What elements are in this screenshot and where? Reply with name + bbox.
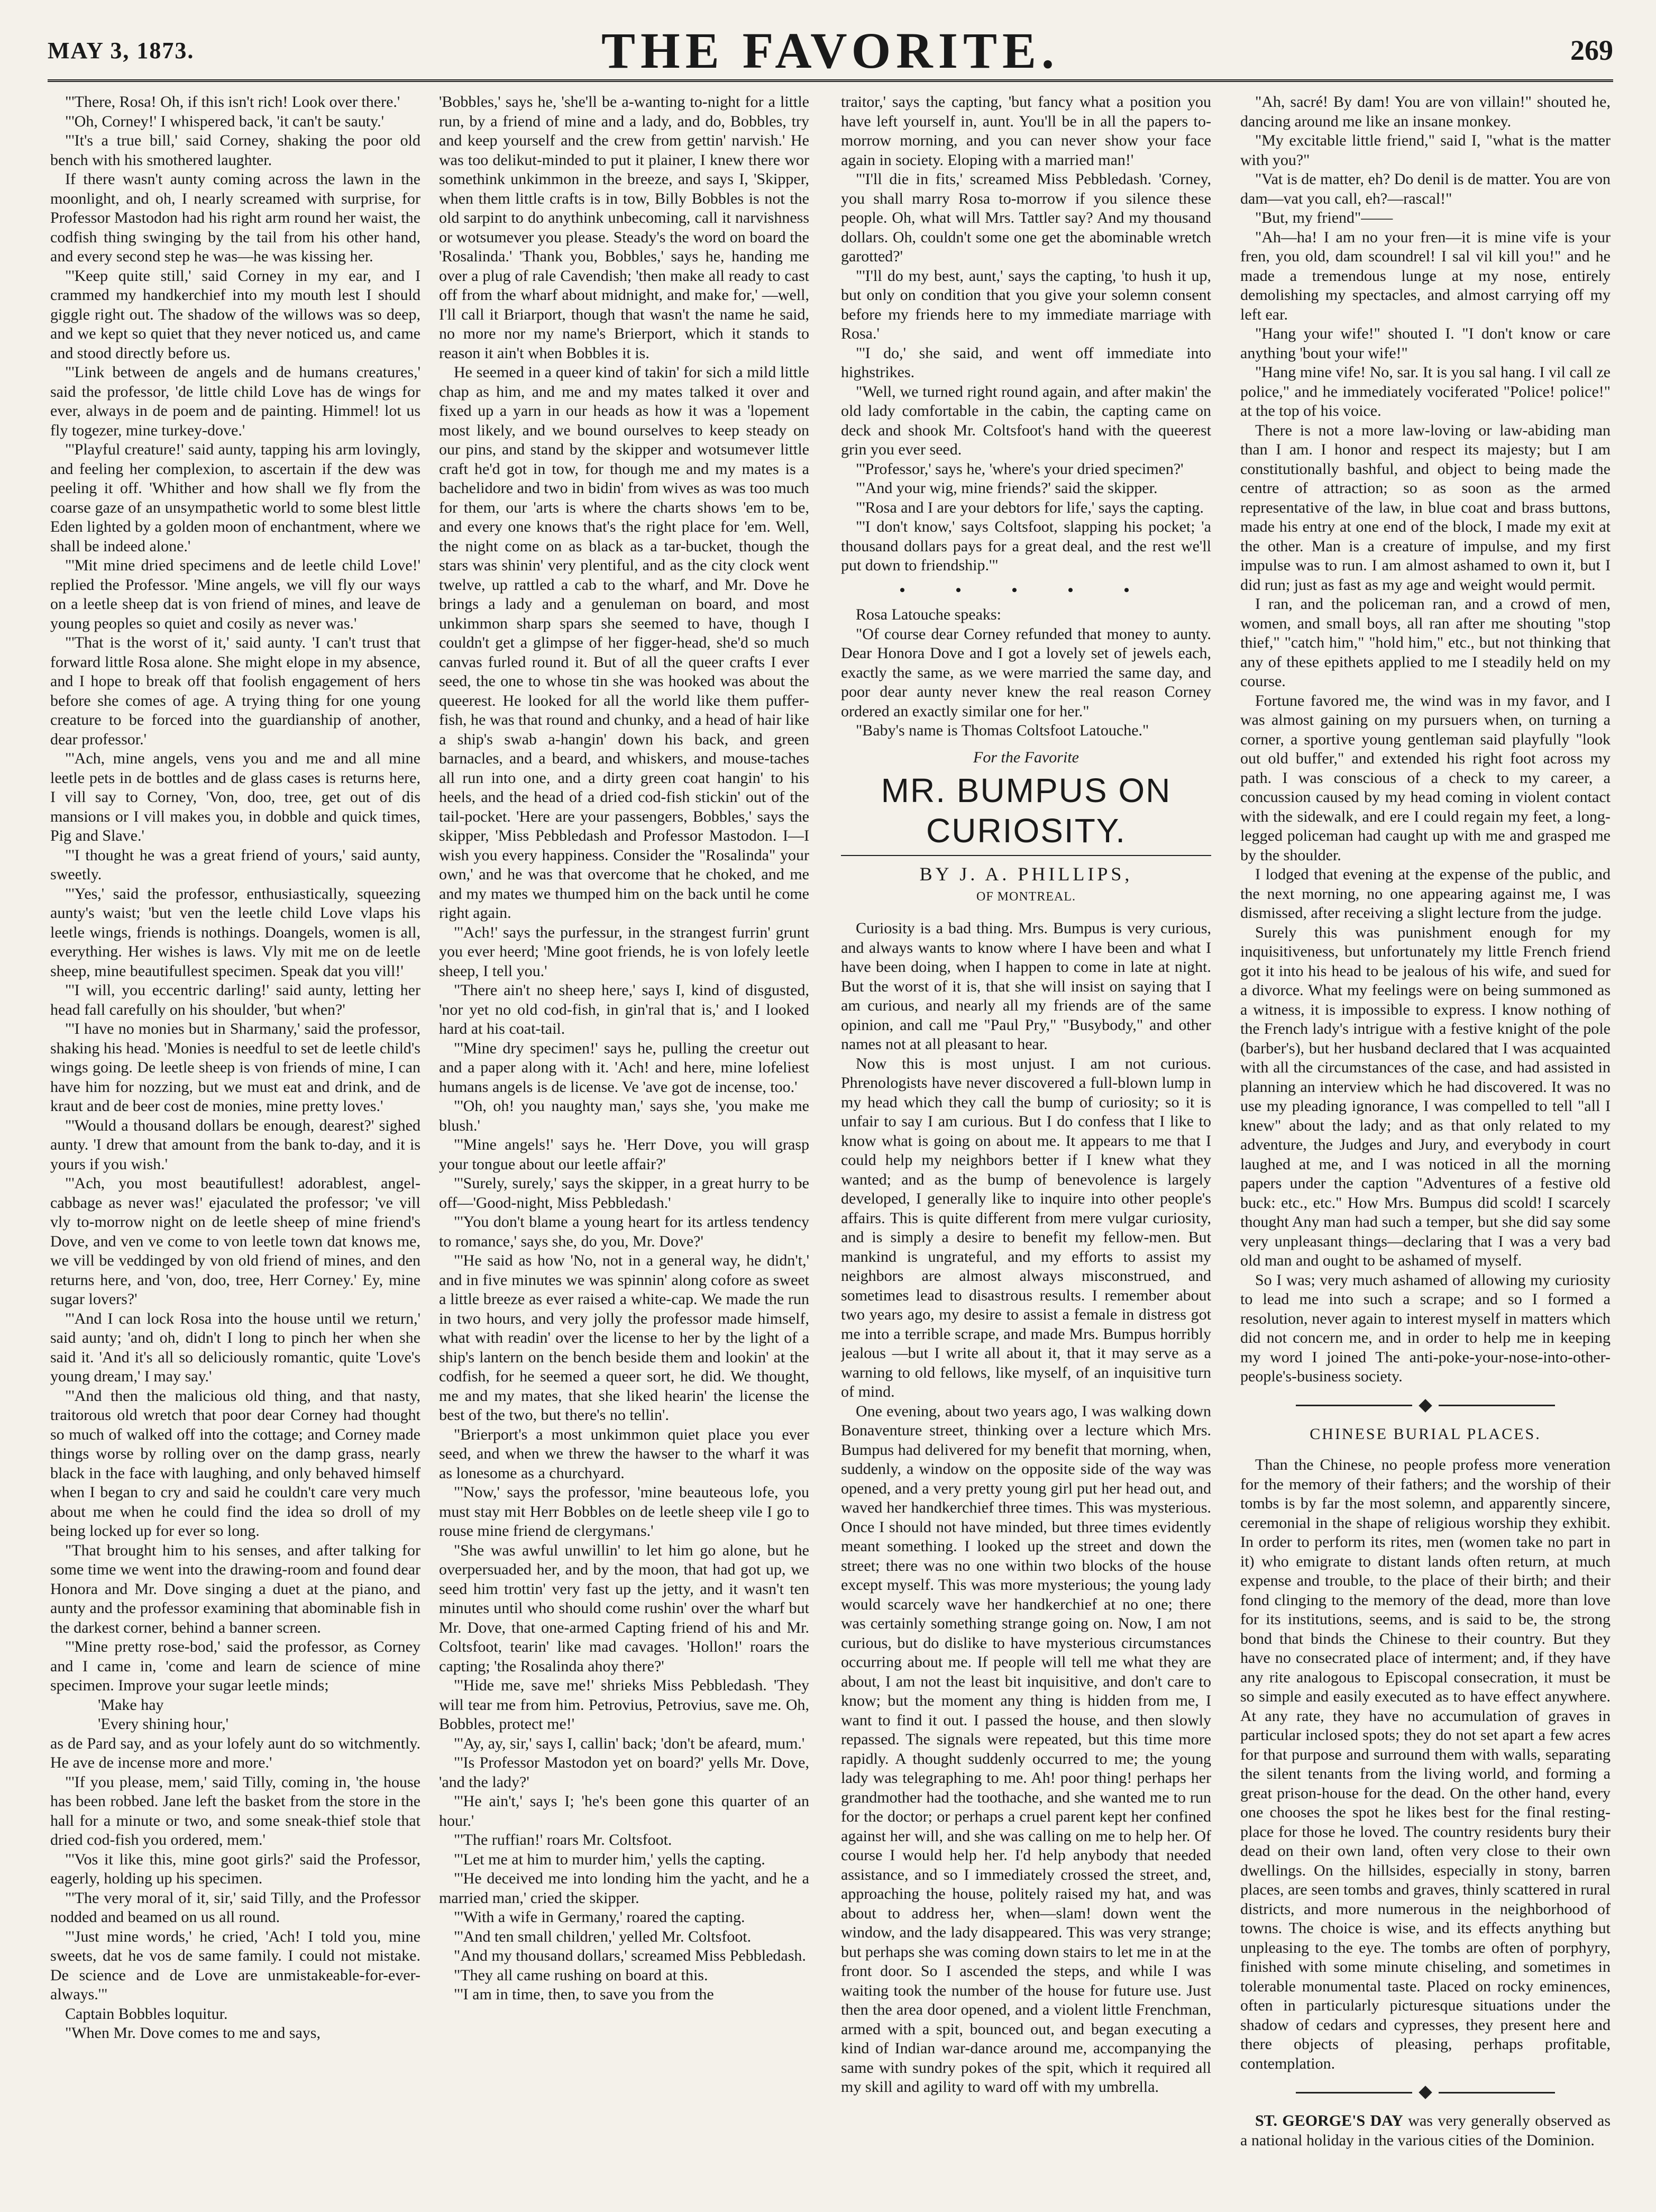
paragraph: "'Link between de angels and de humans creatures,' said the professor, 'de little child Love has de wings for ever, always in de poem and de painting. Himmel! lot us fly togezer, mine turkey-dove.' bbox=[50, 363, 420, 439]
paragraph: "'I don't know,' says Coltsfoot, slapping his pocket; 'a thousand dollars pays for a great deal, and the rest we'll put down to friendship.'" bbox=[841, 518, 1211, 574]
paragraph: "Ah—ha! I am no your fren—it is mine vife is your fren, you old, dam scoundrel! I sal vil kill you!" and he made a tremendous lunge at my nose, entirely demolishing my spectacles, and almost carrying off my left ear. bbox=[1240, 228, 1611, 323]
paragraph: "'Keep quite still,' said Corney in my ear, and I crammed my handkerchief into my mouth lest I should giggle right out. The shadow of the willows was so deep, and we kept so quiet that they never noticed us, and came and stood directly before us. bbox=[50, 267, 420, 362]
verse-line: 'Every shining hour,' bbox=[98, 1715, 229, 1733]
paragraph: "Baby's name is Thomas Coltsfoot Latouche." bbox=[856, 722, 1149, 739]
article-title: MR. BUMPUS ON CURIOSITY. bbox=[841, 770, 1211, 856]
section-title: CHINESE BURIAL PLACES. bbox=[1310, 1425, 1541, 1443]
paragraph: Now this is most unjust. I am not curious. Phrenologists have never discovered a full-blown lump in my head which they call the bump of curiosity; so it is unfair to say I am curious. But I do confess that I like to know what is going on about me. It appears to me that I could help my neighbors better if I knew what they wanted; and as the bump of benevolence is largely developed, I generally like to inquire into other people's affairs. This is quite different from mere vulgar curiosity, and is simply a desire to benefit my fellow-men. But mankind is ungrateful, and my efforts to assist my neighbors are almost always misconstrued, and sometimes lead to disastrous results. I remember about two years ago, my desire to assist a female in distress got me into a terrible scrape, and made Mrs. Bumpus horribly jealous —but I write all about it, that it may serve as a warning to old fellows, like myself, of an inquisitive turn of mind. bbox=[841, 1054, 1211, 1400]
for-the-favorite-label: For the Favorite bbox=[973, 748, 1079, 766]
paragraph: "'Hide me, save me!' shrieks Miss Pebbledash. 'They will tear me from him. Petrovius, Petrovius, save me. Oh, Bobbles, protect me!' bbox=[439, 1677, 809, 1733]
paragraph: "'Mine pretty rose-bod,' said the professor, as Corney and I came in, 'come and learn de science of mine specimen. Improve your sugar leetle minds; bbox=[50, 1638, 420, 1694]
paragraph: "'Mine dry specimen!' says he, pulling the creetur out and a paper along with it. 'Ach! and here, mine lofeliest humans angels is de license. Ve 'ave got de incense, too.' bbox=[439, 1039, 809, 1096]
paragraph: Fortune favored me, the wind was in my favor, and I was almost gaining on my pursuers when, on turning a corner, a sportive young gentleman said playfully "look out old buffer," and extended his right foot across my path. I was conscious of a check to my career, a concussion caused by my head coming in violent contact with the sidewalk, and ere I could regain my feet, a long-legged policeman had caught up with me and grasped me by the shoulder. bbox=[1240, 691, 1611, 864]
news-item-lead: ST. GEORGE'S DAY bbox=[1255, 2112, 1403, 2129]
paragraph: "'Playful creature!' said aunty, tapping his arm lovingly, and feeling her complexion, to ascertain if the dew was peeling it off. 'Whither and how shall we fly from the coarse gaze of an unsympathetic world to some blest little Eden lighted by a golden moon of enchantment, where we shall be indeed alone.' bbox=[50, 441, 420, 555]
paragraph: "'With a wife in Germany,' roared the capting. bbox=[454, 1908, 745, 1926]
paragraph: "Vat is de matter, eh? Do denil is de matter. You are von dam—vat you call, eh?—rascal!" bbox=[1240, 170, 1611, 207]
diamond-icon bbox=[1419, 2086, 1432, 2099]
paragraph: "'Ay, ay, sir,' says I, callin' back; 'don't be afeard, mum.' bbox=[454, 1734, 805, 1752]
section-ornament bbox=[1240, 2086, 1611, 2099]
paragraph: "'Surely, surely,' says the skipper, in a great hurry to be off—'Good-night, Miss Pebbledash.' bbox=[439, 1175, 809, 1212]
verse-line: 'Make hay bbox=[98, 1696, 164, 1714]
paragraph: "Of course dear Corney refunded that money to aunty. Dear Honora Dove and I got a lovely set of jewels each, exactly the same, as we were married the same day, and poor dear aunty never knew the real reason Corney ordered an exactly similar one for her." bbox=[841, 625, 1211, 720]
paragraph: There is not a more law-loving or law-abiding man than I am. I honor and respect its majesty; but I am constitutionally bashful, and object to being made the centre of attraction; so as soon as the armed representative of the law, in blue coat and brass buttons, made his entry at one end of the block, I made my exit at the other. Man is a creature of impulse, and my first impulse was to run. I am almost ashamed to own it, but I did run; just as fast as my age and weight would permit. bbox=[1240, 421, 1611, 594]
paragraph: "'Ach!' says the purfessur, in the strangest furrin' grunt you ever heerd; 'Mine goot friends, he is von lofely leetle sheep, I tell you.' bbox=[439, 923, 809, 980]
paragraph: Curiosity is a bad thing. Mrs. Bumpus is very curious, and always wants to know where I have been and what I have been doing, when I happen to come in late at night. But the worst of it is, that she will insist on saying that I am curious, and nearly all my friends are of the same opinion, and call me "Paul Pry," "Busybody," and other names not at all pleasant to hear. bbox=[841, 920, 1211, 1053]
paragraph: "Hang your wife!" shouted I. "I don't know or care anything 'bout your wife!" bbox=[1240, 325, 1611, 362]
paragraph: "'The very moral of it, sir,' said Tilly, and the Professor nodded and beamed on us all round. bbox=[50, 1889, 420, 1926]
paragraph: Surely this was punishment enough for my inquisitiveness, but unfortunately my little French friend got it into his head to be jealous of his wife, and sued for a divorce. What my feelings were on being summoned as a witness, it is impossible to express. I know nothing of the French lady's intrigue with a festive knight of the pole (barber's), but her husband declared that I was acquainted with all the circumstances of the case, and had assisted in planning an interview which he had discovered. It was no use my pleading ignorance, I was compelled to tell "all I knew" about the lady; and as that only related to my adventure, the Judges and Jury, and everybody in court laughed at me, and I was noticed in all the morning papers under the caption "Adventures of a festive old buck: etc., etc." How Mrs. Bumpus did scold! I scarcely thought Any man had such a temper, but she did say some very unpleasant things—declaring that I was a very bad old man and ought to be ashamed of myself. bbox=[1240, 923, 1611, 1269]
article-place: OF MONTREAL. bbox=[976, 889, 1076, 904]
paragraph: "'Vos it like this, mine goot girls?' said the Professor, eagerly, holding up his specimen. bbox=[50, 1850, 420, 1887]
paragraph: "'Ach, mine angels, vens you and me and all mine leetle pets in de bottles and de glass cases is returns here, I vill say to Corney, 'Von, doo, tree, get out of dis mansions or I vill makes you, in dobble and quick times, Pig and Slave.' bbox=[50, 750, 420, 844]
paragraph: So I was; very much ashamed of allowing my curiosity to lead me into such a scrape; and so I formed a resolution, never again to interest myself in matters which did not concern me, and in order to help me in keeping my word I joined The anti-poke-your-nose-into-other-people's-business society. bbox=[1240, 1271, 1611, 1385]
news-item-text: was very generally observed as a national holiday in the various cities of the Dominion. bbox=[1240, 2112, 1611, 2149]
paragraph: One evening, about two years ago, I was walking down Bonaventure street, thinking over a lecture which Mrs. Bumpus had delivered for my benefit that morning, when, suddenly, a window on the opposite side of the way was opened, and a very pretty young girl put her head out, and waved her handkerchief three times. This was mysterious. Once I should not have minded, but three times evidently meant something. I looked up the street and down the street; there was no one within two blocks of the house except myself. This was more mysterious; the young lady would scarcely wave her handkerchief at no one; there was certainly something strange going on. Now, I am not curious, but do dislike to have mysterious circumstances occurring about me. If people will tell me what they are about, I am not the least bit inquisitive, and don't care to know; but the moment any thing is hidden from me, I want to find it out. I passed the house, and then slowly repassed. The signals were repeated, but this time more rapidly. A thought suddenly occurred to me; the young lady was telegraphing to me. Ah! poor thing! perhaps her grandmother had the toothache, and she wanted me to run for the doctor; or perhaps a cruel parent kept her confined against her will, and she was calling on me to help her. Of course I would help her. I'd help anybody that needed assistance, and so I immediately crossed the street, and, approaching the house, politely raised my hat, and was about to address her, when—slam! down went the window, and the lady disappeared. This was very strange; but perhaps she was coming down stairs to let me in at the front door. So I ascended the steps, and while I was waiting took the number of the house for future use. Just then the area door opened, and a violent little Frenchman, armed with a spit, bounced out, and began executing a kind of Indian war-dance around me, accompanying the same with sundry pokes of the spit, which it required all my skill and agility to ward off with my umbrella. bbox=[841, 1402, 1211, 2096]
paragraph: He seemed in a queer kind of takin' for sich a mild little chap as him, and me and my mates talked it over and fixed up a yarn in our heads as how it was a 'lopement most likely, and we bound ourselves to keep steady on our pins, and stand by the skipper and wotsumever little craft he'd got in tow, for though me and my mates is a bachelidore and two in bidin' from wives as was too much for them, our 'arts is where the charts shows 'em to be, and every one knows that's the right place for 'em. Well, the night come on as black as a tar-bucket, though the stars was shinin' very plentiful, and as the city clock went twelve, up rattled a cab to the wharf, and Mr. Dove he brings a lady and a genuleman on board, and most unkimmon sharp spars she seemed to have, though I couldn't get a glimpse of her figger-head, she'd so much canvas furled round it. But of all the queer crafts I ever seed, the one to whose tin she was hooked was about the queerest. He looked for all the world like them puffer-fish, he was that round and chunky, and a head of hair like a ship's swab a-hangin' down his back, and green barnacles, and a beard, and whiskers, and mouse-taches all run into one, and a dirty green coat hangin' to his heels, and the head of a dried cod-fish stickin' out of the tail-pocket. 'Here are your passengers, Bobbles,' says the skipper, 'Miss Pebbledash and Professor Mastodon. I—I wish you every happiness. Consider the "Rosalinda" your own,' and he was that overcome that he choked, and me and my mates we thumped him on the back until he come right again. bbox=[439, 363, 809, 922]
paragraph: "'Mine angels!' says he. 'Herr Dove, you will grasp your tongue about our leetle affair?' bbox=[439, 1136, 809, 1173]
paragraph: "'The ruffian!' roars Mr. Coltsfoot. bbox=[454, 1831, 672, 1849]
paragraph: "'I do,' she said, and went off immediate into highstrikes. bbox=[841, 344, 1211, 381]
paragraph: "'Oh, Corney!' I whispered back, 'it can't be sauty.' bbox=[65, 112, 384, 130]
paragraph: "'He deceived me into londing him the yacht, and he a married man,' cried the skipper. bbox=[439, 1870, 809, 1907]
paragraph: "That brought him to his senses, and after talking for some time we went into the drawing-room and found dear Honora and Mr. Dove singing a duet at the piano, and aunty and the professor examining that abominable fish in the darkest corner, behind a banner screen. bbox=[50, 1541, 420, 1636]
paragraph: "'And then the malicious old thing, and that nasty, traitorous old wretch that poor dear Corney had thought so much of walked off into the cottage; and Corney made things worse by rolling over on the damp grass, nearly black in the face with laughing, and only behaved himself when I began to cry and said he couldn't care very much about me when he could find the idea so droll of my being locked up for ever so long. bbox=[50, 1387, 420, 1540]
paragraph: "My excitable little friend," said I, "what is the matter with you?" bbox=[1240, 132, 1611, 169]
paragraph: "'It's a true bill,' said Corney, shaking the poor old bench with his smothered laughter. bbox=[50, 132, 420, 169]
page-number: 269 bbox=[1570, 34, 1613, 66]
header-rule bbox=[48, 79, 1613, 82]
paragraph: "'Now,' says the professor, 'mine beauteous lofe, you must stay mit Herr Bobbles on de leetle sheep vile I go to rouse mine friend de clergymans.' bbox=[439, 1483, 809, 1540]
column-2 bbox=[439, 93, 809, 2198]
paragraph: "But, my friend"—— bbox=[1255, 209, 1393, 226]
paragraph: "'Rosa and I are your debtors for life,' says the capting. bbox=[856, 498, 1204, 516]
paragraph: "'Is Professor Mastodon yet on board?' yells Mr. Dove, 'and the lady?' bbox=[439, 1754, 809, 1791]
paragraph: "She was awful unwillin' to let him go alone, but he overpersuaded her, and by the moon, that had got up, we seed him trottin' very fast up the jetty, and it wasn't ten minutes until who should come rushin' over the wharf but Mr. Dove, that one-armed Capting friend of his and Mr. Coltsfoot, tearin' like mad cavages. 'Hollon!' roars the capting; 'the Rosalinda ahoy there?' bbox=[439, 1541, 809, 1675]
issue-date: MAY 3, 1873. bbox=[48, 38, 195, 63]
paragraph: "Ah, sacré! By dam! You are von villain!" shouted he, dancing around me like an insane monkey. bbox=[1240, 93, 1611, 130]
paragraph: "'And ten small children,' yelled Mr. Coltsfoot. bbox=[454, 1927, 752, 1945]
paragraph: "'Oh, oh! you naughty man,' says she, 'you make me blush.' bbox=[439, 1097, 809, 1134]
paragraph: "'He ain't,' says I; 'he's been gone this quarter of an hour.' bbox=[439, 1792, 809, 1829]
paragraph: "'I am in time, then, to save you from the bbox=[454, 1986, 714, 2003]
masthead bbox=[48, 21, 1613, 79]
paragraph: "'And your wig, mine friends?' said the skipper. bbox=[856, 479, 1158, 497]
paragraph: "'Let me at him to murder him,' yells the capting. bbox=[454, 1850, 765, 1868]
paragraph: "Hang mine vife! No, sar. It is you sal hang. I vil call ze police," and he immediately vociferated "Police! police!" at the top of his voice. bbox=[1240, 363, 1611, 420]
paragraph: "'Just mine words,' he cried, 'Ach! I told you, mine sweets, dat he vos de same family. I could not mistake. De science and de Love are unmistakeable-for-ever-always.'" bbox=[50, 1927, 420, 2003]
paragraph: "'Yes,' said the professor, enthusiastically, squeezing aunty's waist; 'but ven the leetle child Love vlaps his leetle wings, friends is nothings. Doangels, women is all, everything. Her wishes is laws. Vly mit me on de leetle sheep, mine beautifullest specimen. Speak dat you vill!' bbox=[50, 885, 420, 980]
ornament-line bbox=[1439, 2092, 1555, 2093]
paragraph: traitor,' says the capting, 'but fancy what a position you have left yourself in, aunt. You'll be in all the papers to-morrow morning, and you can never show your face again in society. Eloping with a married man!' bbox=[841, 93, 1211, 169]
paragraph: I lodged that evening at the expense of the public, and the next morning, no one appearing against me, I was dismissed, after receiving a slight lecture from the judge. bbox=[1240, 866, 1611, 922]
ornament-line bbox=[1296, 1405, 1412, 1406]
paragraph: "'And I can lock Rosa into the house until we return,' said aunty; 'and oh, didn't I long to pinch her when she said it. 'And it's all so deliciously romantic, quite 'Love's young dream,' I may say.' bbox=[50, 1309, 420, 1385]
news-item bbox=[1240, 2111, 1611, 2150]
paragraph: "'If you please, mem,' said Tilly, coming in, 'the house has been robbed. Jane left the basket from the store in the hall for a minute or two, and some sneak-thief stole that dried cod-fish you ordered, mem.' bbox=[50, 1773, 420, 1849]
diamond-icon bbox=[1419, 1399, 1432, 1412]
paragraph: 'Bobbles,' says he, 'she'll be a-wanting to-night for a little run, by a friend of mine and a lady, and do, Bobbles, try and keep yourself and the crew from gettin' narvish.' He was too delikut-minded to put it plainer, I knew there wor somethink unkimmon in the breeze, and says I, 'Skipper, when them little crafts is in tow, Billy Bobbles is not the old sarpint to do anythink unbecoming, call it narvishness or wotsumever you please. Steady's the word on board the 'Rosalinda.' 'Thank you, Bobbles,' says he, handing me over a plug of rale Cavendish; 'then make all ready to cast off from the wharf about midnight, and make for,' —well, I'll call it Briarport, though that wasn't the name he said, no more nor my name's Brierport, which it stands to reason it ain't when Bobbles it is. bbox=[439, 93, 809, 362]
paragraph: "And my thousand dollars,' screamed Miss Pebbledash. bbox=[454, 1947, 806, 1964]
section-ornament bbox=[1240, 1399, 1611, 1412]
paragraph: "Brierport's a most unkimmon quiet place you ever seed, and when we threw the hawser to the wharf it was as lonesome as a churchyard. bbox=[439, 1425, 809, 1482]
article-byline: BY J. A. PHILLIPS, bbox=[919, 863, 1133, 885]
newspaper-title: THE FAVORITE. bbox=[601, 22, 1060, 79]
ornament-line bbox=[1439, 1405, 1555, 1406]
paragraph: "'Would a thousand dollars be enough, dearest?' sighed aunty. 'I drew that amount from the bank to-day, and it is yours if you wish.' bbox=[50, 1116, 420, 1173]
paragraph: "They all came rushing on board at this. bbox=[454, 1966, 708, 1984]
paragraph: "'I thought he was a great friend of yours,' said aunty, sweetly. bbox=[50, 846, 420, 883]
paragraph: as de Pard say, and as your lofely aunt do so witchmently. He ave de incense more and more.' bbox=[50, 1734, 420, 1771]
ornament-line bbox=[1296, 2092, 1412, 2093]
column-1 bbox=[50, 93, 420, 2198]
paragraph: "Well, we turned right round again, and after makin' the old lady comfortable in the cabin, the capting came on deck and shook Mr. Coltsfoot's hand with the queerest grin you ever seed. bbox=[841, 383, 1211, 458]
paragraph: "'I have no monies but in Sharmany,' said the professor, shaking his head. 'Monies is needful to set de leetle child's wings going. De leetle sheep is von friends of mine, I can have him for nozzing, but we must eat and drink, and de kraut and de beer cost de monies, mine pretty loves.' bbox=[50, 1020, 420, 1115]
paragraph: "'Mit mine dried specimens and de leetle child Love!' replied the Professor. 'Mine angels, we vill fly our ways on a leetle sheep dat is von friend of mines, and leave de young peoples so quiet and cosily as never was.' bbox=[50, 557, 420, 632]
section-dots: • • • • • bbox=[899, 581, 1153, 599]
paragraph: "'There, Rosa! Oh, if this isn't rich! Look over there.' bbox=[65, 93, 400, 111]
column-4 bbox=[1240, 93, 1611, 2198]
paragraph: "'You don't blame a young heart for its artless tendency to romance,' says she, do you, Mr. Dove?' bbox=[439, 1213, 809, 1250]
paragraph: "'I'll die in fits,' screamed Miss Pebbledash. 'Corney, you shall marry Rosa to-morrow if you silence these people. Oh, what will Mrs. Tattler say? And my thousand dollars. Oh, couldn't some one get the abominable wretch garotted?' bbox=[841, 170, 1211, 265]
paragraph: "'Professor,' says he, 'where's your dried specimen?' bbox=[856, 460, 1184, 478]
paragraph: Captain Bobbles loquitur. bbox=[65, 2005, 228, 2023]
paragraph: "'I will, you eccentric darling!' said aunty, letting her head fall carefully on his shoulder, 'but when?' bbox=[50, 981, 420, 1018]
paragraph: "There ain't no sheep here,' says I, kind of disgusted, 'nor yet no old cod-fish, in gin'ral that is,' and I looked hard at his coat-tail. bbox=[439, 981, 809, 1037]
paragraph: Rosa Latouche speaks: bbox=[856, 606, 1001, 623]
paragraph: "'That is the worst of it,' said aunty. 'I can't trust that forward little Rosa alone. She might elope in my absence, and I hope to break off that foolish engagement of hers before she comes of age. A trying thing for one young creature to be forced into the guardianship of another, dear professor.' bbox=[50, 634, 420, 748]
paragraph: Than the Chinese, no people profess more veneration for the memory of their fathers; and the worship of their tombs is by far the most solemn, and apparently sincere, ceremonial in the shape of religious worship they exhibit. In order to perform its rites, men (women take no part in it) who emigrate to distant lands often return, at much expense and trouble, to the place of their birth; and their fond clinging to the memory of the dead, more than love for its institutions, seems, and is said to be, the strong bond that binds the Chinese to their country. But they have no consecrated place of interment; and, if they have any rite analogous to Episcopal consecration, it must be so simple and easily executed as to have effect anywhere. At any rate, they have no accumulation of graves in particular inclosed spots; they do not set apart a few acres for that purpose and surround them with walls, separating the silent tenants from the living world, and forming a great prison-house for the dead. On the other hand, every one chooses the spot he likes best for the final resting-place for those he loved. The country residents bury their dead on their own land, often very close to their own dwellings. On the hillsides, especially in stony, barren places, are seen tombs and graves, thinly scattered in rural districts, and more numerous in the neighborhood of towns. The choice is wise, and its effects anything but unpleasing to the eye. The tombs are often of porphyry, finished with some minute chiseling, and sometimes in tolerable monumental taste. Placed on rocky eminences, often in particularly picturesque situations under the shadow of cedars and cypresses, they present here and there objects of pleasing, perhaps profitable, contemplation. bbox=[1240, 1456, 1611, 2072]
paragraph: "'He said as how 'No, not in a general way, he didn't,' and in five minutes we was spinnin' along cofore as sweet a little breeze as ever raised a white-cap. We made the run in two hours, and very jolly the professor made himself, what with readin' over the license to her by the light of a ship's lantern on the bench beside them and lookin' at the codfish, for he seemed a queer sort, he did. We thought, me and my mates, that she liked hearin' the license the best of the two, but there's no tellin'. bbox=[439, 1252, 809, 1424]
paragraph: If there wasn't aunty coming across the lawn in the moonlight, and oh, I nearly screamed with surprise, for Professor Mastodon had his right arm round her waist, the codfish thing swinging by the tail from his other hand, and every second step he was—he was kissing her. bbox=[50, 170, 420, 265]
paragraph: "When Mr. Dove comes to me and says, bbox=[65, 2024, 321, 2042]
paragraph: "'Ach, you most beautifullest! adorablest, angel-cabbage as never was!' ejaculated the professor; 've vill vly to-morrow night on de leetle sheep of mine friend's Dove, and ven ve come to von leetle town dat knows me, we vill be veddinged by von old friend of mines, and den returns here, and 'von, doo, tree, Herr Corney.' Ey, mine sugar lovers?' bbox=[50, 1175, 420, 1308]
paragraph: I ran, and the policeman ran, and a crowd of men, women, and small boys, all ran after me shouting "stop thief," "catch him," "hold him," etc., but not thinking that any of these epithets applied to me I steadily held on my course. bbox=[1240, 595, 1611, 690]
paragraph: "'I'll do my best, aunt,' says the capting, 'to hush it up, but only on condition that you give your solemn consent before my friends here to my immediate marriage with Rosa.' bbox=[841, 267, 1211, 342]
column-3 bbox=[841, 93, 1211, 2198]
